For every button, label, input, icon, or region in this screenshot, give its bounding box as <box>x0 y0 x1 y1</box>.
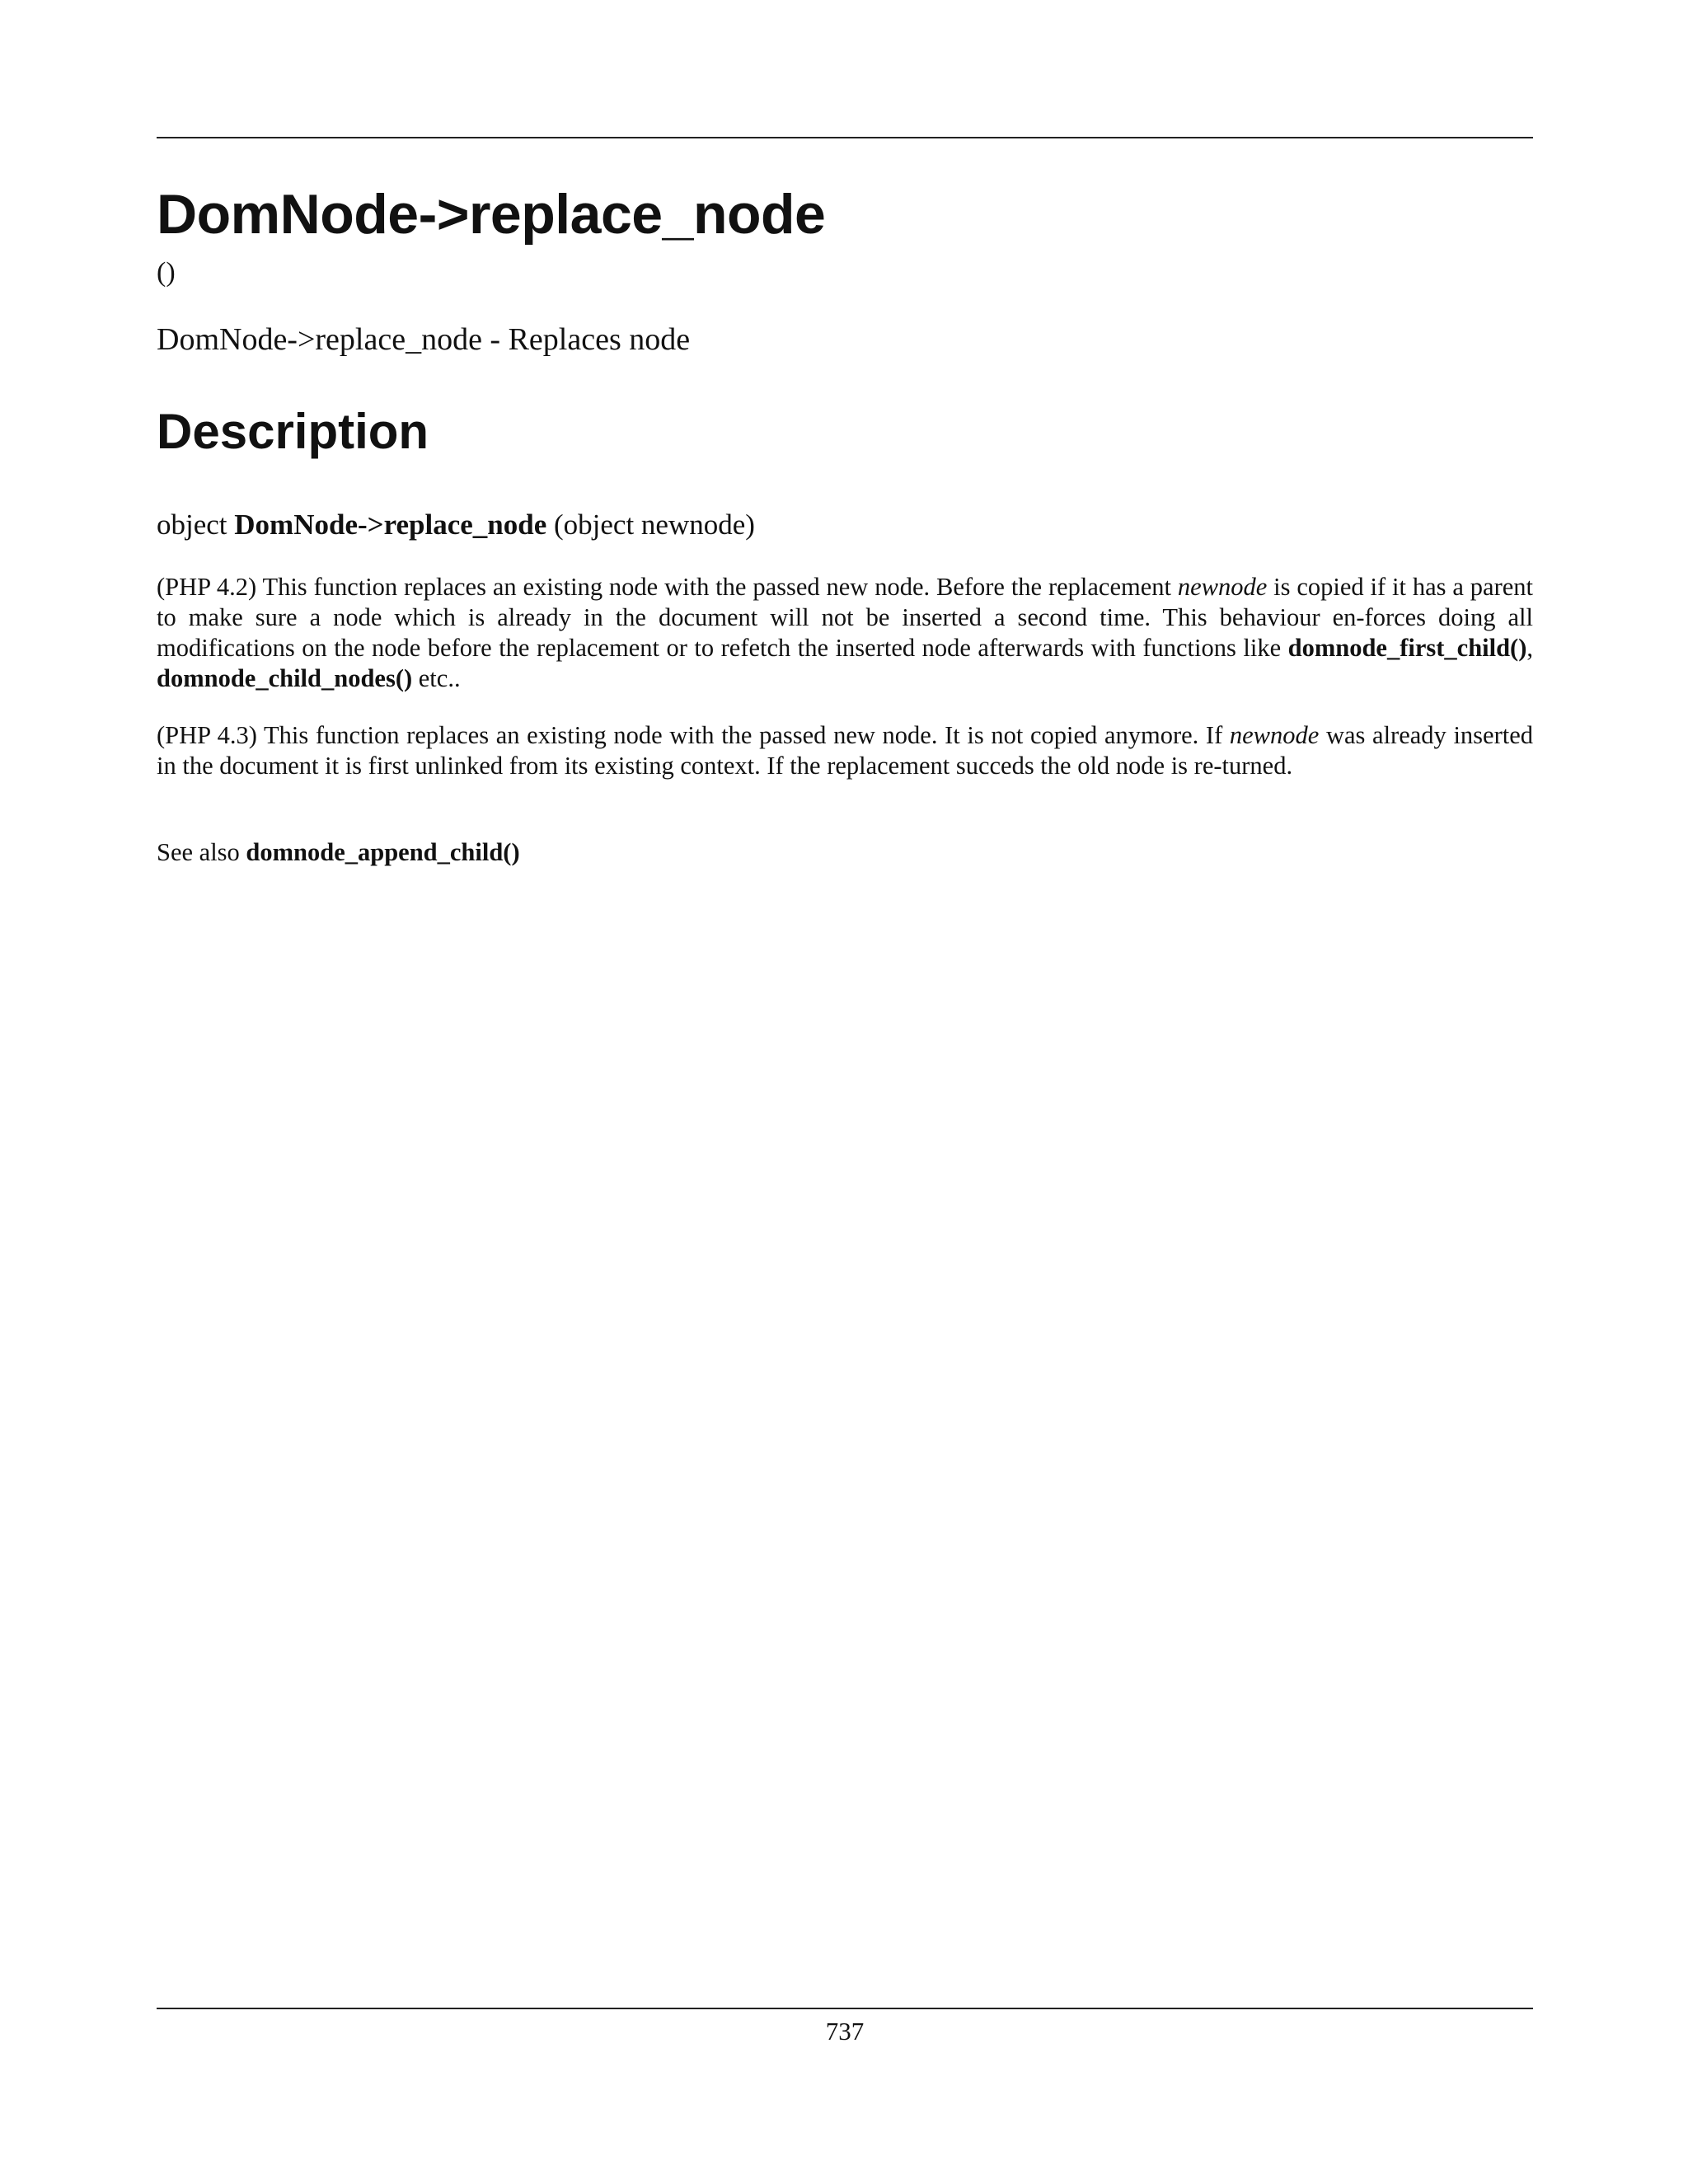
paragraph-text: was already inserted in the document it is first unlinked from its existing context. If the replacement succeds the old node is re-turned. <box>157 721 1533 780</box>
footer-rule <box>157 2008 1533 2009</box>
function-link-append-child[interactable]: domnode_append_child() <box>246 838 520 866</box>
document-page <box>157 0 1533 2184</box>
see-also-paragraph <box>157 837 1533 868</box>
function-synopsis <box>157 509 755 541</box>
description-heading: Description <box>157 404 429 459</box>
paragraph-text: etc.. <box>412 664 461 692</box>
description-paragraph-php42 <box>157 572 1533 694</box>
page-number: 737 <box>825 2017 865 2046</box>
function-link-child-nodes[interactable]: domnode_child_nodes() <box>157 664 413 692</box>
paragraph-text: , <box>1526 634 1533 662</box>
refname-purpose: DomNode->replace_node - Replaces node <box>157 322 691 357</box>
paragraph-text: (PHP 4.3) This function replaces an existing node with the passed new node. It is not copied anymore. If <box>157 721 1230 749</box>
synopsis-return-type: object <box>157 509 227 541</box>
header-rule <box>157 137 1533 138</box>
parameter-emphasis: newnode <box>1177 573 1268 601</box>
synopsis-params: (object newnode) <box>554 509 755 541</box>
function-link-first-child[interactable]: domnode_first_child() <box>1287 634 1527 662</box>
page-title: DomNode->replace_node <box>157 183 826 246</box>
paragraph-text: (PHP 4.2) This function replaces an existing node with the passed new node. Before the replacement <box>157 573 1178 601</box>
synopsis-function-name: DomNode->replace_node <box>234 509 547 541</box>
parameter-emphasis: newnode <box>1229 721 1320 749</box>
paragraph-text: is copied if it has a parent to make sure a node which is already in the document will not be inserted a second time. This behaviour en-forces doing all modifications on the node before the replacement or to refetch the inserted node afterwards with functions like <box>157 573 1533 662</box>
paragraph-text: See also <box>157 838 246 866</box>
title-parens: () <box>157 257 176 288</box>
description-paragraph-php43 <box>157 720 1533 781</box>
